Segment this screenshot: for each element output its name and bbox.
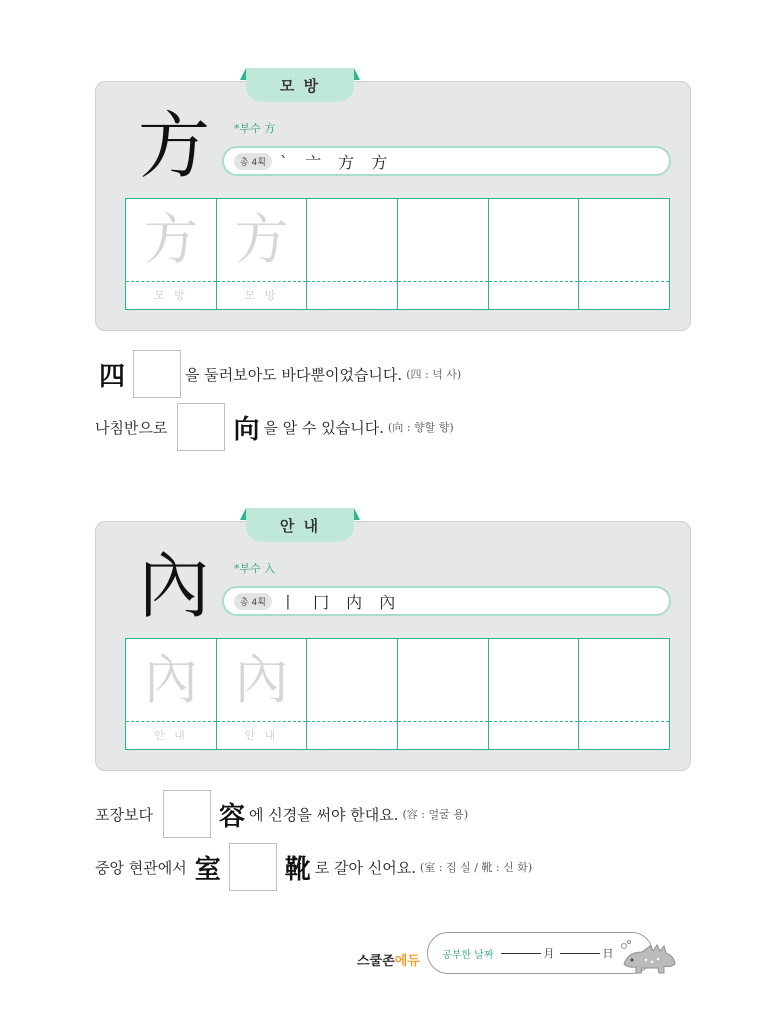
month-blank[interactable]	[501, 953, 541, 954]
trace-char: 內	[234, 648, 289, 711]
hanja-card-1	[95, 76, 691, 331]
sentence-hanja: 四	[99, 361, 126, 392]
card-title-tab: 모 방	[246, 68, 354, 102]
stroke-count-badge: 총 4획	[234, 153, 272, 170]
writing-cell[interactable]	[489, 199, 580, 309]
day-unit: 日	[602, 947, 614, 960]
sentence-text: 을 둘러보아도 바다뿐이었습니다.	[185, 365, 403, 384]
main-hanja: 內	[137, 544, 210, 628]
date-label: 공부한 날짜	[442, 949, 494, 961]
trace-reading: 안 내	[244, 729, 279, 742]
writing-grid	[125, 198, 670, 310]
writing-cell[interactable]	[489, 639, 580, 749]
answer-blank[interactable]	[133, 350, 181, 398]
sentence-note: (室 : 집 실 / 靴 : 신 화)	[420, 861, 533, 874]
trace-cell[interactable]	[217, 639, 308, 749]
sentence-note: (向 : 향할 향)	[387, 421, 454, 434]
radical-label: *부수 入	[234, 562, 276, 575]
dinosaur-icon	[620, 938, 678, 976]
trace-reading: 모 방	[244, 289, 279, 302]
writing-cell[interactable]	[307, 639, 398, 749]
logo-accent: 에듀	[394, 954, 420, 969]
sentence-prefix: 나침반으로	[95, 418, 168, 437]
answer-blank[interactable]	[163, 790, 211, 838]
sentence-2	[95, 403, 454, 451]
sentence-hanja: 室	[194, 854, 221, 885]
hanja-card-2	[95, 516, 691, 771]
writing-cell[interactable]	[398, 199, 489, 309]
answer-blank[interactable]	[177, 403, 225, 451]
stroke-count-badge: 총 4획	[234, 593, 272, 610]
trace-cell[interactable]	[217, 199, 308, 309]
radical-label: *부수 方	[234, 122, 276, 135]
sentence-4	[95, 843, 532, 891]
trace-char: 方	[234, 208, 289, 271]
writing-cell[interactable]	[398, 639, 489, 749]
sentence-hanja: 向	[233, 414, 260, 445]
sentence-note: (容 : 얼굴 용)	[402, 808, 469, 821]
sentence-note: (四 : 넉 사)	[406, 368, 462, 381]
writing-cell[interactable]	[579, 199, 669, 309]
publisher-logo	[357, 950, 420, 969]
sentence-text: 에 신경을 써야 한대요.	[248, 805, 399, 824]
writing-cell[interactable]	[307, 199, 398, 309]
stroke-order-bar	[222, 146, 671, 176]
trace-reading: 안 내	[153, 729, 188, 742]
trace-cell[interactable]	[126, 199, 217, 309]
writing-cell[interactable]	[579, 639, 669, 749]
logo-text: 스쿨존	[357, 954, 395, 969]
sentence-prefix: 포장보다	[95, 805, 153, 824]
day-blank[interactable]	[560, 953, 600, 954]
sentence-3	[95, 790, 468, 838]
sentence-prefix: 중앙 현관에서	[95, 858, 187, 877]
sentence-hanja: 靴	[284, 854, 311, 885]
stroke-order-bar	[222, 586, 671, 616]
sentence-1	[95, 350, 461, 398]
writing-grid	[125, 638, 670, 750]
stroke-sequence: ` 亠 方 方	[279, 152, 394, 172]
card-title-tab: 안 내	[246, 508, 354, 542]
trace-char: 內	[143, 648, 198, 711]
sentence-text: 을 알 수 있습니다.	[263, 418, 384, 437]
stroke-sequence: 丨 冂 内 內	[279, 592, 402, 612]
trace-char: 方	[143, 208, 198, 271]
sentence-text: 로 갈아 신어요.	[314, 858, 416, 877]
month-unit: 月	[543, 947, 555, 960]
trace-reading: 모 방	[153, 289, 188, 302]
trace-cell[interactable]	[126, 639, 217, 749]
sentence-hanja: 容	[218, 801, 245, 832]
main-hanja: 方	[137, 104, 210, 188]
answer-blank[interactable]	[229, 843, 277, 891]
